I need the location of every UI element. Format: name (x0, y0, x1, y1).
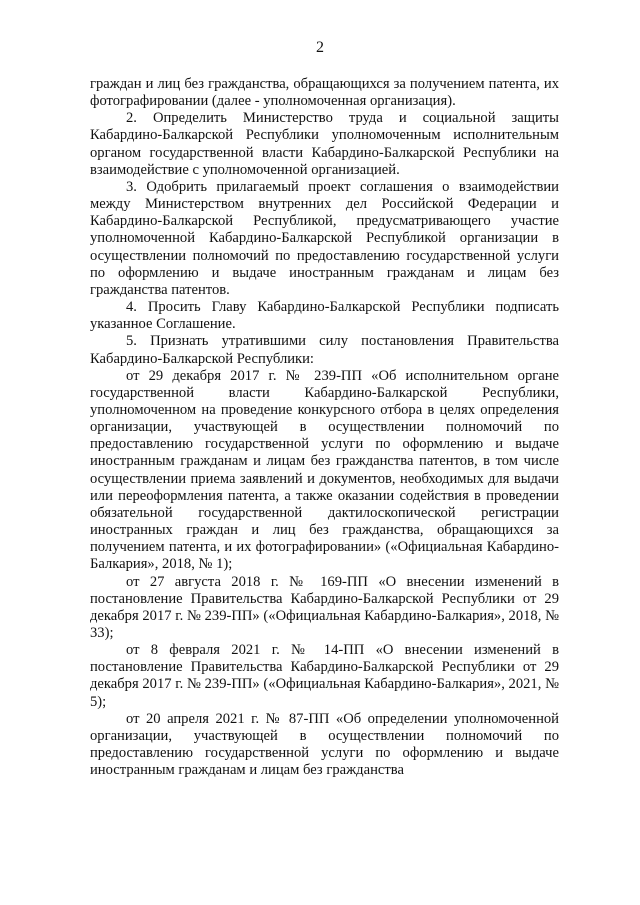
paragraph-item-5: 5. Признать утратившими силу постановления Правительства Кабардино-Балкарской Республики: (90, 333, 559, 367)
repealed-resolution-87: от 20 апреля 2021 г. № 87-ПП «Об определении уполномоченной организации, участвующей в осуществлении полномочий по предоставлению государственной услуги по оформлению и выдаче иностранным гражданам и лицам без гражданства (90, 710, 559, 779)
repealed-resolution-169: от 27 августа 2018 г. № 169-ПП «О внесении изменений в постановление Правительства Кабардино-Балкарской Республики от 29 декабря 2017 г. № 239-ПП» («Официальная Кабардино-Балкария», 2018, № 33); (90, 573, 559, 641)
document-body (90, 76, 559, 779)
paragraph-continuation: граждан и лиц без гражданства, обращающихся за получением патента, их фотографировании (далее - уполномоченная организация). (90, 76, 559, 110)
paragraph-item-3: 3. Одобрить прилагаемый проект соглашения о взаимодействии между Министерством внутренних дел Российской Федерации и Кабардино-Балкарской Республикой, предусматривающего участие уполномоченной Кабардино-Балкарской Республикой организации в осуществлении полномочий по предоставлению государственной услуги по оформлению и выдаче иностранным гражданам и лицам без гражданства патентов. (90, 178, 559, 298)
paragraph-item-2: 2. Определить Министерство труда и социальной защиты Кабардино-Балкарской Республики уполномоченным исполнительным органом государственной власти Кабардино-Балкарской Республики на взаимодействие с уполномоченной организацией. (90, 110, 559, 178)
paragraph-item-4: 4. Просить Главу Кабардино-Балкарской Республики подписать указанное Соглашение. (90, 299, 559, 333)
repealed-resolution-239: от 29 декабря 2017 г. № 239-ПП «Об исполнительном органе государственной власти Кабардино-Балкарской Республики, уполномоченном на проведение конкурсного отбора в целях определения организации, участвующей в осуществлении полномочий по предоставлению государственной услуги по оформлению и выдаче иностранным гражданам и лицам без гражданства патентов, в том числе осуществлении приема заявлений и документов, необходимых для выдачи или переоформления патента, а также оказании содействия в проведении обязательной государственной дактилоскопической регистрации иностранных граждан и лиц без гражданства, обращающихся за получением патента, и их фотографировании» («Официальная Кабардино-Балкария», 2018, № 1); (90, 367, 559, 573)
page-number: 2 (316, 39, 324, 56)
repealed-resolution-14: от 8 февраля 2021 г. № 14-ПП «О внесении изменений в постановление Правительства Кабардино-Балкарской Республики от 29 декабря 2017 г. № 239-ПП» («Официальная Кабардино-Балкария», 2021, № 5); (90, 642, 559, 710)
